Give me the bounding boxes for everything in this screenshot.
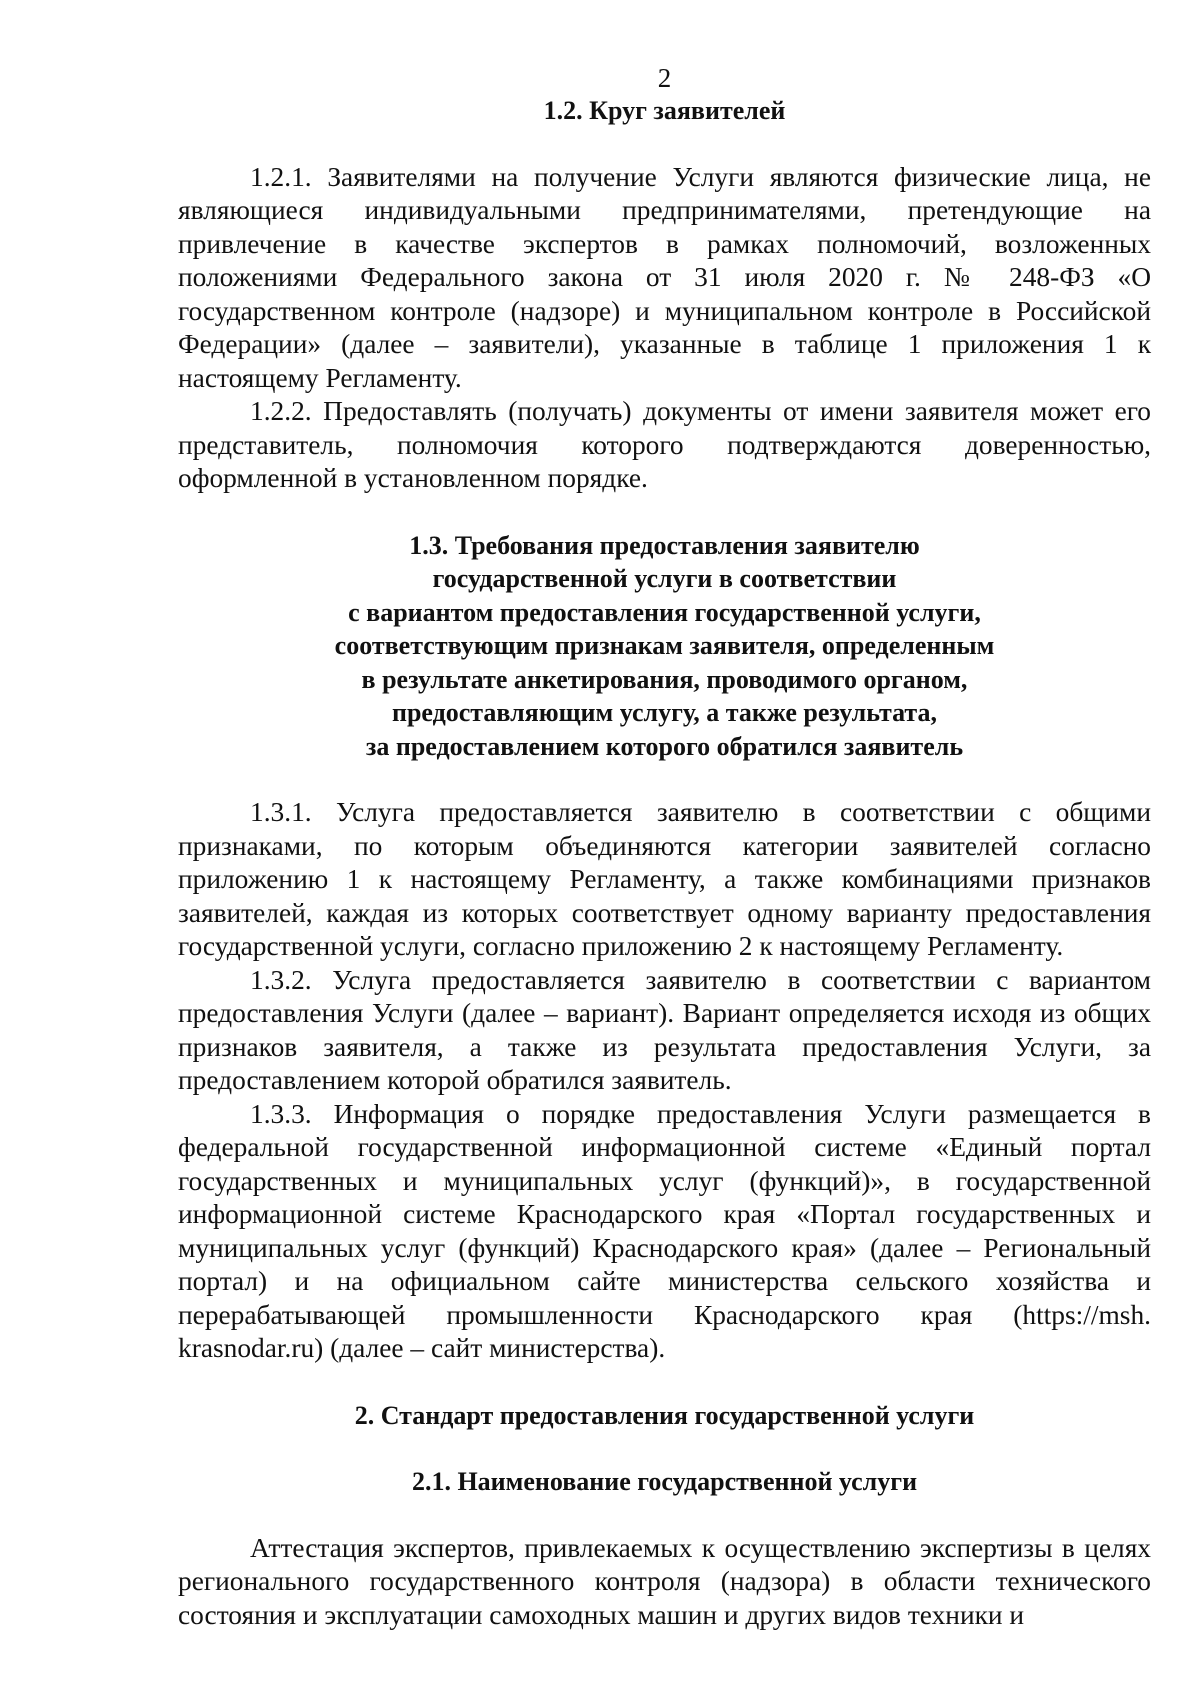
paragraph-1-2-2: 1.2.2. Предоставлять (получать) документы от имени заявителя может его представитель, полномочия которого подтверждаются доверенностью, оформленной в установленном порядке. (178, 396, 1151, 493)
paragraph-1-3-1: 1.3.1. Услуга предоставляется заявителю в соответствии с общими признаками, по которым объединяются категории заявителей согласно приложению 1 к настоящему Регламенту, а также комбинациями признаков заявителей, каждая из которых соответствует одному варианту предоставления государственной услуги, согласно приложению 2 к настоящему Регламенту. (178, 797, 1151, 961)
document-page (178, 62, 1151, 1632)
paragraph-1-3-3: 1.3.3. Информация о порядке предоставления Услуги размещается в федеральной государственной информационной системе «Единый портал государственных и муниципальных услуг (функций)», в государственной информационной системе Краснодарского края «Портал государственных и муниципальных услуг (функций) Краснодарского края» (далее – Региональный портал) и на официальном сайте министерства сельского хозяйства и перерабатывающей промышленности Краснодарского края (https://msh. krasnodar.ru) (далее – сайт министерства). (178, 1098, 1151, 1363)
page-number: 2 (657, 63, 672, 93)
section-1-3-heading-line: с вариантом предоставления государственной услуги, (348, 597, 981, 627)
section-2-heading: 2. Стандарт предоставления государственной услуги (354, 1400, 975, 1430)
spacer (178, 128, 1151, 161)
section-1-3-heading-line: государственной услуги в соответствии (432, 564, 897, 593)
paragraph-1-2-1: 1.2.1. Заявителями на получение Услуги являются физические лица, не являющиеся индивидуальными предпринимателями, претендующие на привлечение в качестве экспертов в рамках полномочий, возложенных положениями Федерального закона от 31 июля 2020 г. № 248-ФЗ «О государственном контроле (надзоре) и муниципальном контроле в Российской Федерации» (далее – заявители), указанные в таблице 1 приложения 1 к настоящему Регламенту. (178, 161, 1151, 393)
section-1-3-heading (178, 529, 1151, 764)
section-2-1-heading: 2.1. Наименование государственной услуги (411, 1467, 918, 1496)
spacer (178, 496, 1151, 529)
spacer (178, 763, 1151, 796)
spacer (178, 1499, 1151, 1532)
section-1-2-heading: 1.2. Круг заявителей (543, 96, 786, 125)
section-1-3-heading-line: 1.3. Требования предоставления заявителю (409, 530, 920, 560)
spacer (178, 1366, 1151, 1399)
spacer (178, 1432, 1151, 1465)
section-1-3-heading-line: за предоставлением которого обратился заявитель (365, 731, 964, 761)
section-1-3-heading-line: в результате анкетирования, проводимого органом, (361, 664, 968, 694)
paragraph-2-1: Аттестация экспертов, привлекаемых к осуществлению экспертизы в целях регионального государственного контроля (надзора) в области технического состояния и эксплуатации самоходных машин и других видов техники и (178, 1532, 1151, 1630)
section-1-3-heading-line: соответствующим признакам заявителя, определенным (334, 631, 995, 660)
section-1-3-heading-line: предоставляющим услугу, а также результата, (391, 698, 938, 727)
paragraph-1-3-2: 1.3.2. Услуга предоставляется заявителю в соответствии с вариантом предоставления Услуги (далее – вариант). Вариант определяется исходя из общих признаков заявителя, а также из результата предоставления Услуги, за предоставлением которой обратился заявитель. (178, 964, 1151, 1095)
